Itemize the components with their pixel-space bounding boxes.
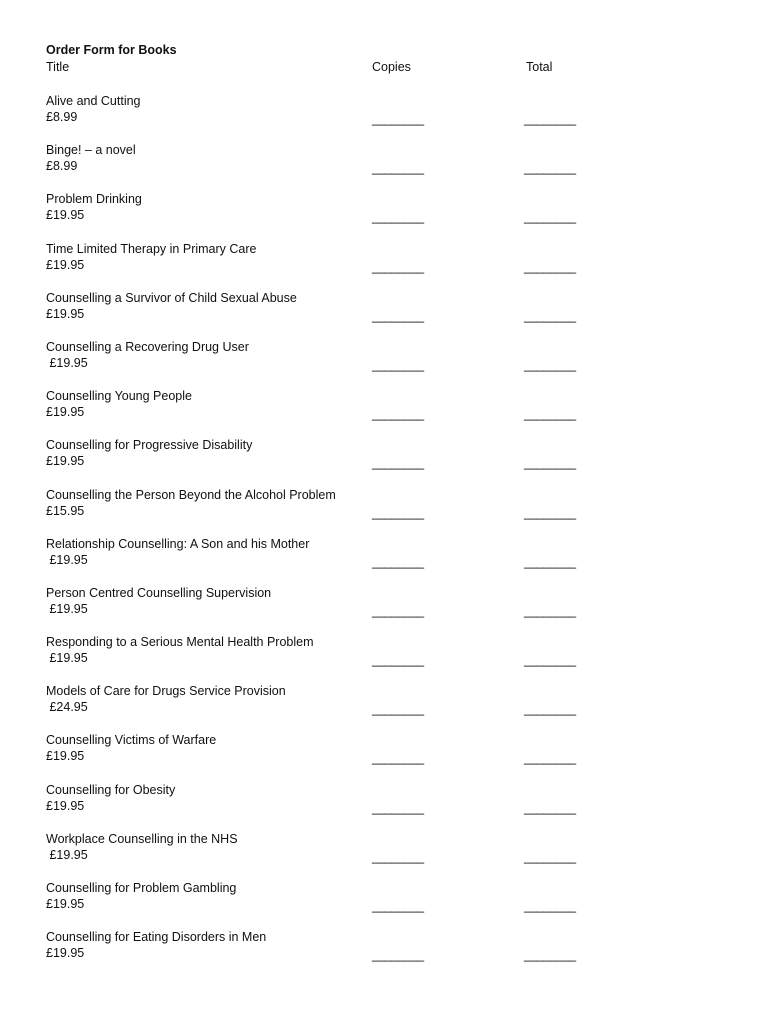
book-title: Counselling for Obesity <box>46 782 176 797</box>
copies-blank[interactable]: ________ <box>372 849 424 864</box>
book-price: £19.95 <box>46 405 85 420</box>
book-row <box>0 436 770 485</box>
book-price: £19.95 <box>46 208 85 223</box>
book-title: Person Centred Counselling Supervision <box>46 585 272 600</box>
total-blank[interactable]: ________ <box>524 161 576 176</box>
book-row <box>0 928 770 977</box>
copies-blank[interactable]: ________ <box>372 702 424 717</box>
book-row <box>0 879 770 928</box>
total-blank[interactable]: ________ <box>524 357 576 372</box>
book-list <box>0 92 770 977</box>
book-price: £19.95 <box>46 257 85 272</box>
copies-blank[interactable]: ________ <box>372 407 424 422</box>
total-blank[interactable]: ________ <box>524 751 576 766</box>
book-price: £19.95 <box>46 798 85 813</box>
total-blank[interactable]: ________ <box>524 948 576 963</box>
book-title: Counselling Victims of Warfare <box>46 733 217 748</box>
book-price: £19.95 <box>46 454 85 469</box>
book-title: Workplace Counselling in the NHS <box>46 831 238 846</box>
copies-blank[interactable]: ________ <box>372 653 424 668</box>
copies-blank[interactable]: ________ <box>372 800 424 815</box>
total-blank[interactable]: ________ <box>524 554 576 569</box>
book-row <box>0 830 770 879</box>
book-price: £19.95 <box>46 355 88 370</box>
book-row <box>0 584 770 633</box>
book-price: £19.95 <box>46 897 85 911</box>
book-row <box>0 781 770 830</box>
book-price: £19.95 <box>46 601 88 616</box>
copies-blank[interactable]: ________ <box>372 505 424 520</box>
book-title: Problem Drinking <box>46 192 142 207</box>
copies-blank[interactable]: ________ <box>372 751 424 766</box>
total-blank[interactable]: ________ <box>524 210 576 225</box>
copies-blank[interactable]: ________ <box>372 603 424 618</box>
book-row <box>0 486 770 535</box>
copies-blank[interactable]: ________ <box>372 210 424 225</box>
copies-blank[interactable]: ________ <box>372 112 424 126</box>
book-row <box>0 682 770 731</box>
book-title: Counselling a Survivor of Child Sexual Abuse <box>46 290 297 305</box>
copies-blank[interactable]: ________ <box>372 456 424 471</box>
total-blank[interactable]: ________ <box>524 899 576 913</box>
total-blank[interactable]: ________ <box>524 259 576 274</box>
book-price: £19.95 <box>46 651 88 666</box>
total-blank[interactable]: ________ <box>524 308 576 323</box>
total-blank[interactable]: ________ <box>524 456 576 471</box>
copies-blank[interactable]: ________ <box>372 308 424 323</box>
book-title: Counselling a Recovering Drug User <box>46 339 249 354</box>
total-blank[interactable]: ________ <box>524 603 576 618</box>
total-blank[interactable]: ________ <box>524 800 576 815</box>
book-price: £19.95 <box>46 946 85 961</box>
book-price: £8.99 <box>46 110 78 124</box>
book-title: Counselling Young People <box>46 389 192 404</box>
book-price: £19.95 <box>46 306 85 321</box>
book-title: Relationship Counselling: A Son and his Mother <box>46 536 310 551</box>
copies-blank[interactable]: ________ <box>372 554 424 569</box>
book-row <box>0 190 770 239</box>
book-price: £19.95 <box>46 847 88 862</box>
book-row <box>0 535 770 584</box>
book-price: £24.95 <box>46 700 88 715</box>
copies-blank[interactable]: ________ <box>372 948 424 963</box>
book-row <box>0 92 770 141</box>
total-blank[interactable]: ________ <box>524 653 576 668</box>
form-title: Order Form for Books <box>46 43 177 57</box>
book-title: Counselling the Person Beyond the Alcohol Problem <box>46 487 336 502</box>
copies-blank[interactable]: ________ <box>372 161 424 176</box>
total-blank[interactable]: ________ <box>524 112 576 126</box>
total-blank[interactable]: ________ <box>524 407 576 422</box>
book-title: Counselling for Problem Gambling <box>46 881 237 895</box>
book-title: Binge! – a novel <box>46 143 136 158</box>
book-title: Counselling for Eating Disorders in Men <box>46 930 267 945</box>
book-row <box>0 731 770 780</box>
column-header-total: Total <box>526 60 553 74</box>
book-price: £19.95 <box>46 749 85 764</box>
book-price: £19.95 <box>46 552 88 567</box>
book-title: Counselling for Progressive Disability <box>46 438 253 453</box>
total-blank[interactable]: ________ <box>524 505 576 520</box>
book-row <box>0 387 770 436</box>
book-title: Time Limited Therapy in Primary Care <box>46 241 257 256</box>
column-header-title: Title <box>46 60 70 74</box>
copies-blank[interactable]: ________ <box>372 259 424 274</box>
total-blank[interactable]: ________ <box>524 702 576 717</box>
book-title: Models of Care for Drugs Service Provision <box>46 684 286 699</box>
book-row <box>0 633 770 682</box>
copies-blank[interactable]: ________ <box>372 899 424 913</box>
column-header-copies: Copies <box>372 60 411 74</box>
book-title: Alive and Cutting <box>46 94 141 108</box>
book-row <box>0 240 770 289</box>
book-row <box>0 289 770 338</box>
total-blank[interactable]: ________ <box>524 849 576 864</box>
book-row <box>0 338 770 387</box>
book-price: £8.99 <box>46 159 78 174</box>
book-price: £15.95 <box>46 503 85 518</box>
book-row <box>0 141 770 190</box>
book-title: Responding to a Serious Mental Health Problem <box>46 635 314 650</box>
copies-blank[interactable]: ________ <box>372 357 424 372</box>
